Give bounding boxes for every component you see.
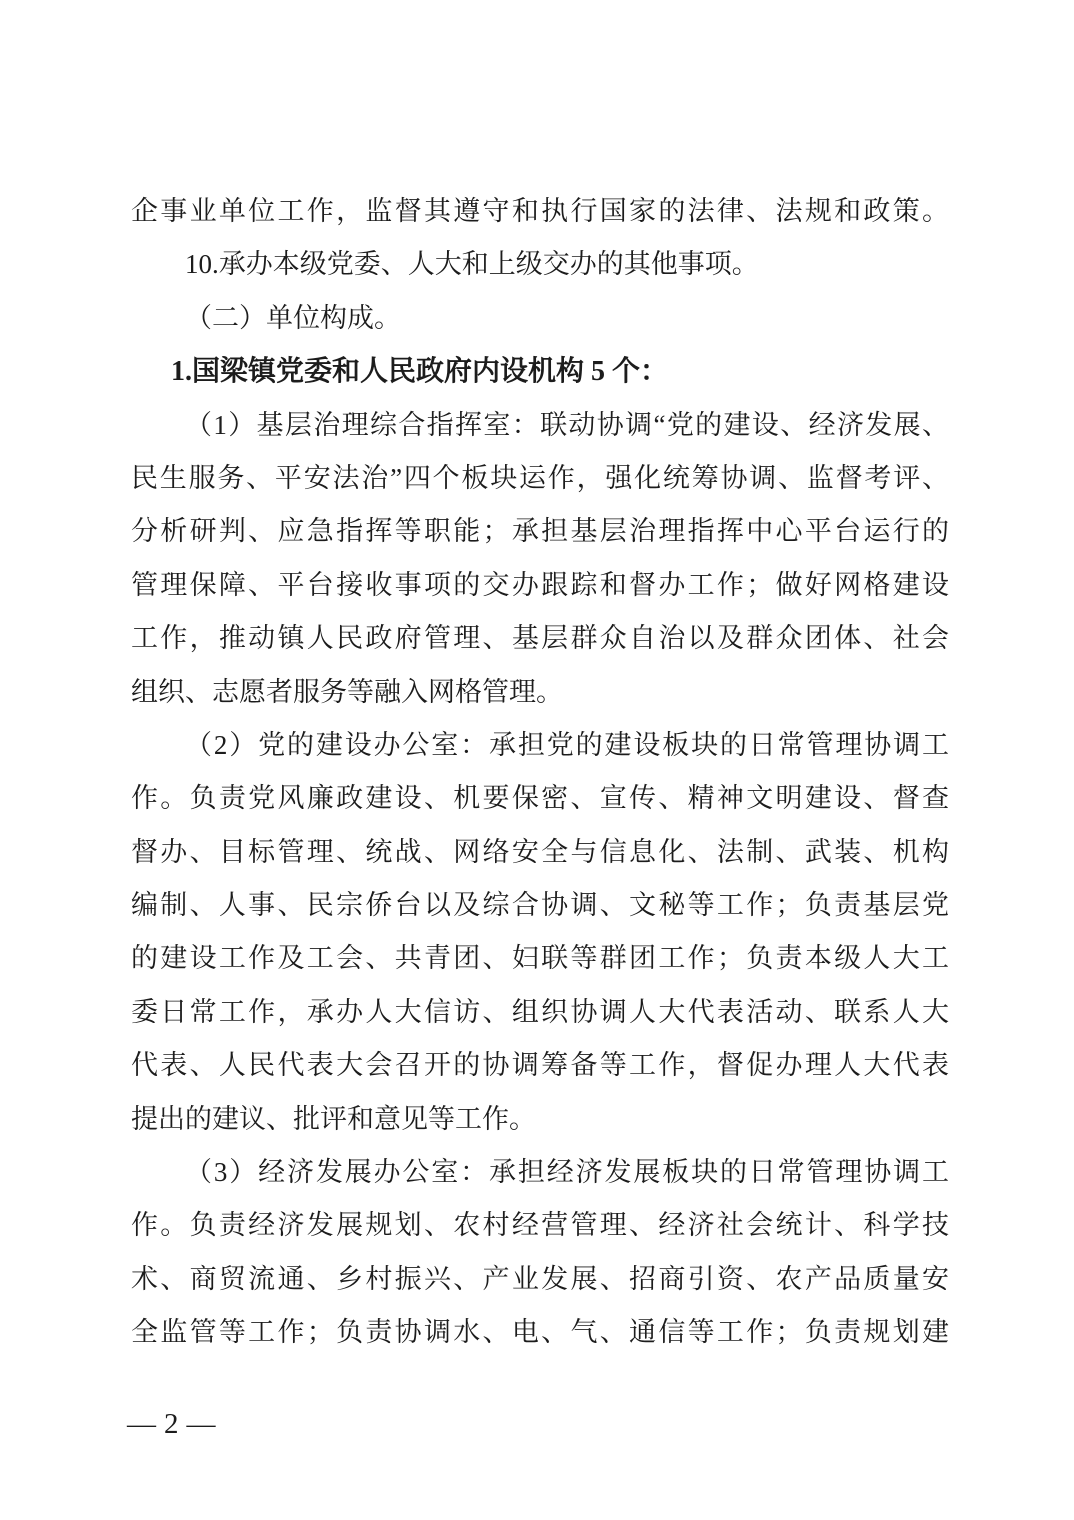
- text-line: 术、商贸流通、乡村振兴、产业发展、招商引资、农产品质量安: [131, 1263, 949, 1294]
- text-line: 作。负责经济发展规划、农村经营管理、经济社会统计、科学技: [131, 1210, 949, 1241]
- text-line: （3）经济发展办公室：承担经济发展板块的日常管理协调工: [185, 1157, 949, 1188]
- text-line: 组织、志愿者服务等融入网格管理。: [131, 676, 563, 707]
- text-line: 督办、目标管理、统战、网络安全与信息化、法制、武装、机构: [131, 836, 949, 867]
- text-line: 提出的建议、批评和意见等工作。: [131, 1103, 536, 1134]
- text-line: 作。负责党风廉政建设、机要保密、宣传、精神文明建设、督查: [131, 783, 949, 814]
- text-line: 企事业单位工作，监督其遵守和执行国家的法律、法规和政策。: [131, 196, 949, 226]
- text-line: 分析研判、应急指挥等职能；承担基层治理指挥中心平台运行的: [131, 516, 949, 547]
- text-line: （1）基层治理综合指挥室：联动协调“党的建设、经济发展、: [185, 409, 949, 440]
- text-line: 的建设工作及工会、共青团、妇联等群团工作；负责本级人大工: [131, 943, 949, 974]
- section-heading: 1.国梁镇党委和人民政府内设机构 5 个：: [171, 356, 669, 388]
- text-line: （二）单位构成。: [185, 302, 401, 333]
- text-line: 编制、人事、民宗侨台以及综合协调、文秘等工作；负责基层党: [131, 890, 949, 921]
- text-line: 委日常工作，承办人大信访、组织协调人大代表活动、联系人大: [131, 996, 949, 1027]
- text-line: 工作，推动镇人民政府管理、基层群众自治以及群众团体、社会: [131, 623, 949, 654]
- document-body: [131, 185, 949, 1360]
- text-line: 10.承办本级党委、人大和上级交办的其他事项。: [185, 249, 759, 280]
- text-line: 民生服务、平安法治”四个板块运作，强化统筹协调、监督考评、: [131, 462, 949, 493]
- text-line: 代表、人民代表大会召开的协调筹备等工作，督促办理人大代表: [131, 1050, 949, 1081]
- text-line: 管理保障、平台接收事项的交办跟踪和督办工作；做好网格建设: [131, 569, 949, 600]
- page-number: —2—: [127, 1408, 224, 1440]
- text-line: 全监管等工作；负责协调水、电、气、通信等工作；负责规划建: [131, 1317, 949, 1348]
- text-line: （2）党的建设办公室：承担党的建设板块的日常管理协调工: [185, 729, 949, 760]
